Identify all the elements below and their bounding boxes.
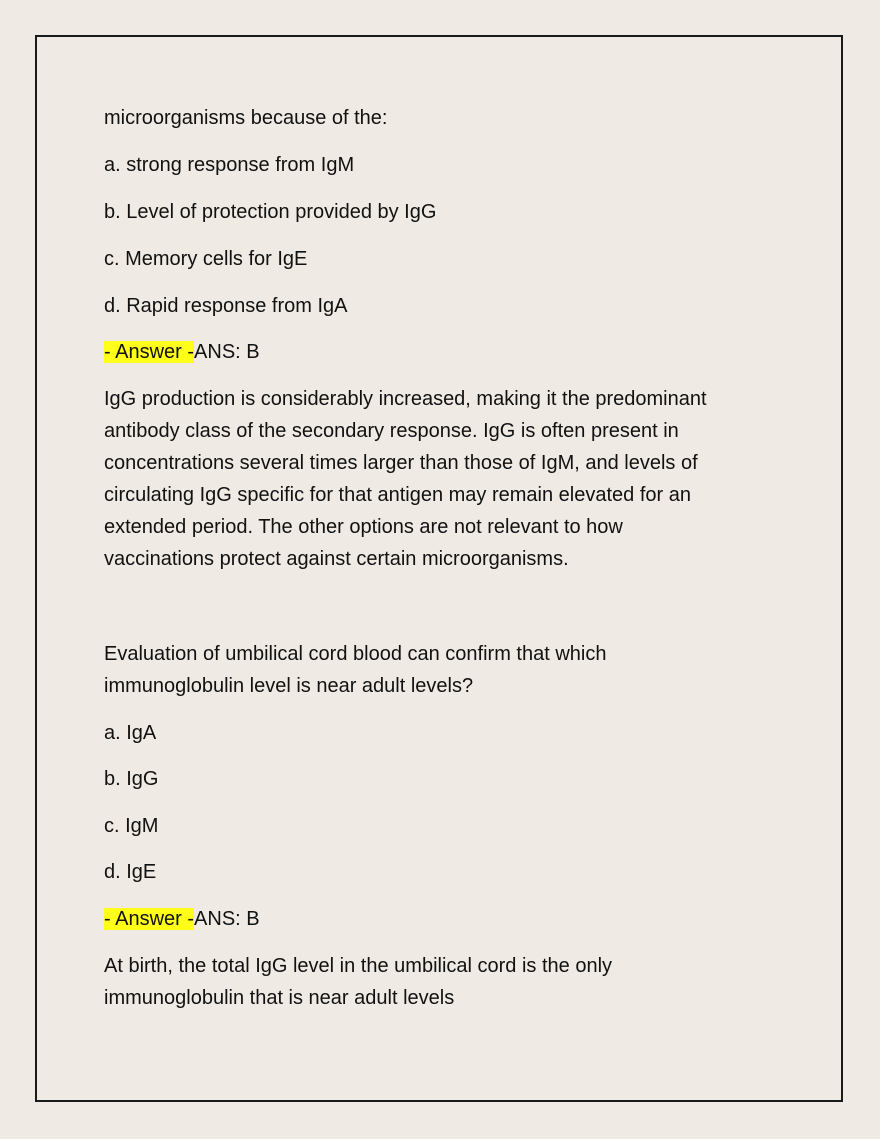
question-2-stem xyxy=(104,638,764,702)
question-1-option-c: c. Memory cells for IgE xyxy=(104,248,308,270)
explanation-line: circulating IgG specific for that antigen may remain elevated for an xyxy=(104,484,691,506)
stem-line: Evaluation of umbilical cord blood can confirm that which xyxy=(104,643,607,665)
question-1-option-d: d. Rapid response from IgA xyxy=(104,295,348,317)
question-1-answer-value: ANS: B xyxy=(194,341,260,363)
question-1-stem: microorganisms because of the: xyxy=(104,107,388,129)
question-2-option-c: c. IgM xyxy=(104,815,159,837)
question-2-answer-value: ANS: B xyxy=(194,908,260,930)
explanation-line: immunoglobulin that is near adult levels xyxy=(104,987,455,1009)
question-1-explanation xyxy=(104,383,764,575)
question-2-option-d: d. IgE xyxy=(104,861,157,883)
explanation-line: concentrations several times larger than those of IgM, and levels of xyxy=(104,452,698,474)
explanation-line: vaccinations protect against certain microorganisms. xyxy=(104,548,569,570)
question-1-option-a: a. strong response from IgM xyxy=(104,154,355,176)
question-2-answer xyxy=(104,903,260,935)
explanation-line: extended period. The other options are not relevant to how xyxy=(104,516,623,538)
explanation-line: IgG production is considerably increased, making it the predominant xyxy=(104,388,707,410)
explanation-line: At birth, the total IgG level in the umbilical cord is the only xyxy=(104,955,613,977)
question-1-option-b: b. Level of protection provided by IgG xyxy=(104,201,437,223)
question-2-answer-label: - Answer - xyxy=(104,908,195,930)
explanation-line: antibody class of the secondary response. IgG is often present in xyxy=(104,420,679,442)
question-1-answer-label: - Answer - xyxy=(104,341,195,363)
stem-line: immunoglobulin level is near adult levels? xyxy=(104,675,474,697)
question-1-answer xyxy=(104,336,260,368)
question-2-option-a: a. IgA xyxy=(104,722,157,744)
question-2-option-b: b. IgG xyxy=(104,768,159,790)
question-2-explanation xyxy=(104,950,764,1014)
